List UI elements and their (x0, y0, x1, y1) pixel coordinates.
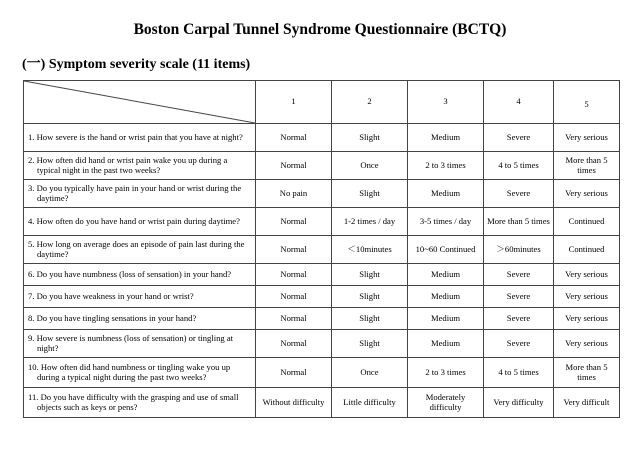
answer-cell: Once (332, 152, 408, 180)
question-cell (24, 264, 256, 286)
answer-cell: Severe (484, 124, 554, 152)
answer-cell: Normal (256, 236, 332, 264)
answer-cell: Slight (332, 330, 408, 358)
table-row (24, 208, 620, 236)
answer-cell: More than 5 times (484, 208, 554, 236)
score-header: 3 (408, 81, 484, 124)
answer-cell: Little difficulty (332, 388, 408, 418)
table-row (24, 180, 620, 208)
answer-cell: Very difficult (554, 388, 620, 418)
score-header: 1 (256, 81, 332, 124)
answer-cell: Severe (484, 180, 554, 208)
symptom-severity-table (23, 80, 620, 418)
answer-cell: More than 5 times (554, 152, 620, 180)
answer-cell: Severe (484, 308, 554, 330)
answer-cell: Very serious (554, 264, 620, 286)
question-cell (24, 358, 256, 388)
answer-cell: Severe (484, 286, 554, 308)
score-header: 5 (554, 81, 620, 124)
answer-cell: Normal (256, 330, 332, 358)
question-text: 3. Do you typically have pain in your hand or wrist during the daytime? (28, 182, 242, 203)
answer-cell: Medium (408, 264, 484, 286)
answer-cell: Medium (408, 286, 484, 308)
answer-cell: 3-5 times / day (408, 208, 484, 236)
answer-cell: Slight (332, 308, 408, 330)
table-row (24, 330, 620, 358)
answer-cell: Very serious (554, 330, 620, 358)
answer-cell: Medium (408, 180, 484, 208)
answer-cell: Continued (554, 236, 620, 264)
question-text: 4. How often do you have hand or wrist pain during daytime? (28, 215, 240, 226)
diagonal-line (24, 81, 255, 123)
answer-cell: Once (332, 358, 408, 388)
table-row (24, 264, 620, 286)
answer-cell: ＞60minutes (484, 236, 554, 264)
question-text: 7. Do you have weakness in your hand or wrist? (28, 290, 194, 301)
answer-cell: Normal (256, 358, 332, 388)
answer-cell: Medium (408, 308, 484, 330)
answer-cell: Medium (408, 330, 484, 358)
table-row (24, 236, 620, 264)
answer-cell: Slight (332, 286, 408, 308)
question-cell (24, 236, 256, 264)
question-cell (24, 330, 256, 358)
question-text: 1. How severe is the hand or wrist pain that you have at night? (28, 131, 243, 142)
answer-cell: Very serious (554, 180, 620, 208)
answer-cell: Without difficulty (256, 388, 332, 418)
answer-cell: Normal (256, 286, 332, 308)
answer-cell: Normal (256, 264, 332, 286)
question-text: 8. Do you have tingling sensations in your hand? (28, 312, 197, 323)
answer-cell: Normal (256, 152, 332, 180)
table-row (24, 152, 620, 180)
table-row (24, 358, 620, 388)
answer-cell: No pain (256, 180, 332, 208)
table-row (24, 286, 620, 308)
document-title: Boston Carpal Tunnel Syndrome Questionnaire (BCTQ) (133, 21, 507, 38)
answer-cell: Very serious (554, 124, 620, 152)
question-cell (24, 124, 256, 152)
question-text: 2. How often did hand or wrist pain wake you up during a typical night in the past two weeks? (28, 154, 228, 175)
question-cell (24, 286, 256, 308)
question-text: 5. How long on average does an episode of pain last during the daytime? (28, 238, 245, 259)
question-text: 6. Do you have numbness (loss of sensation) in your hand? (28, 268, 232, 279)
table-row (24, 388, 620, 418)
score-header: 2 (332, 81, 408, 124)
answer-cell: ＜10minutes (332, 236, 408, 264)
answer-cell: 10~60 Continued (408, 236, 484, 264)
table-header-row (24, 81, 620, 124)
answer-cell: Normal (256, 308, 332, 330)
answer-cell: Slight (332, 264, 408, 286)
answer-cell: Normal (256, 124, 332, 152)
answer-cell: Very serious (554, 308, 620, 330)
answer-cell: 2 to 3 times (408, 152, 484, 180)
answer-cell: 1-2 times / day (332, 208, 408, 236)
question-cell (24, 388, 256, 418)
answer-cell: 4 to 5 times (484, 152, 554, 180)
answer-cell: 2 to 3 times (408, 358, 484, 388)
answer-cell: Severe (484, 264, 554, 286)
answer-cell: Very difficulty (484, 388, 554, 418)
question-cell (24, 152, 256, 180)
question-text: 9. How severe is numbness (loss of sensation) or tingling at night? (28, 332, 234, 353)
question-text: 11. Do you have difficulty with the grasping and use of small objects such as keys or pens? (28, 391, 239, 412)
answer-cell: Medium (408, 124, 484, 152)
answer-cell: Continued (554, 208, 620, 236)
answer-cell: 4 to 5 times (484, 358, 554, 388)
answer-cell: Slight (332, 124, 408, 152)
table-row (24, 308, 620, 330)
answer-cell: Normal (256, 208, 332, 236)
answer-cell: Very serious (554, 286, 620, 308)
question-cell (24, 208, 256, 236)
answer-cell: More than 5 times (554, 358, 620, 388)
section-subtitle: (一) Symptom severity scale (11 items) (22, 57, 251, 72)
diagonal-header-cell (24, 81, 256, 124)
answer-cell: Slight (332, 180, 408, 208)
question-cell (24, 308, 256, 330)
score-header: 4 (484, 81, 554, 124)
answer-cell: Moderately difficulty (408, 388, 484, 418)
question-cell (24, 180, 256, 208)
question-text: 10. How often did hand numbness or tingling wake you up during a typical night during the past two weeks? (28, 361, 231, 382)
table-row (24, 124, 620, 152)
answer-cell: Severe (484, 330, 554, 358)
